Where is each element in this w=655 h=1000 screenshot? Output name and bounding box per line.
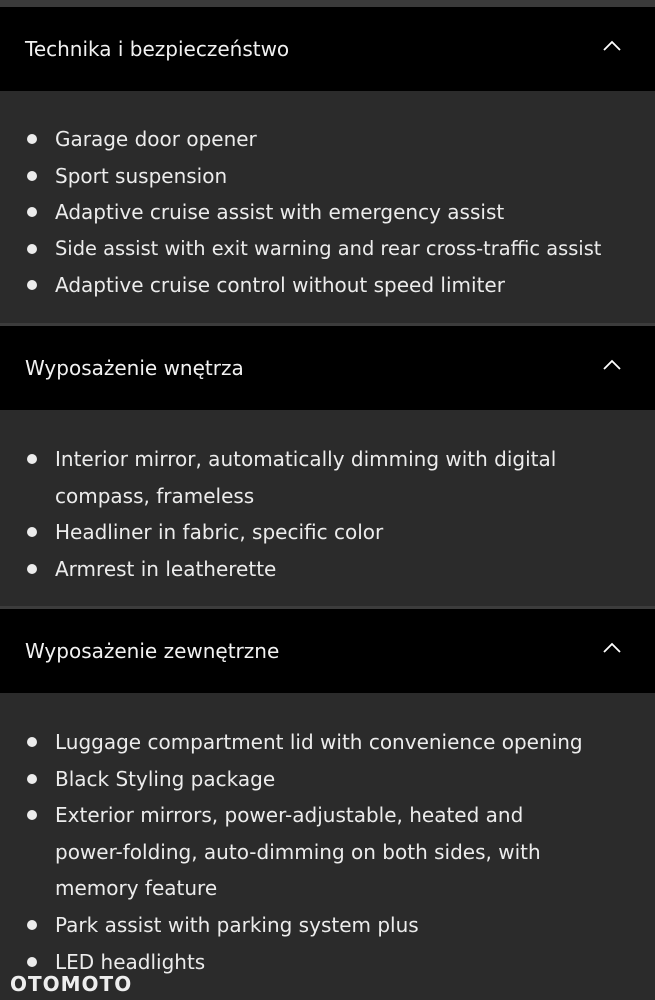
section-title: Wyposażenie wnętrza	[25, 356, 244, 380]
list-item	[0, 231, 655, 268]
feature-list	[0, 410, 655, 587]
bullet-icon	[27, 171, 37, 181]
list-item	[0, 551, 655, 588]
section-body-zewnetrzne	[0, 693, 655, 1000]
list-item	[0, 441, 655, 514]
list-item-label: Sport suspension	[55, 163, 228, 188]
list-item	[0, 514, 655, 551]
list-item-label: Exterior mirrors, power-adjustable, heated and power-folding, auto-dimming on both sides, with memory feature	[55, 803, 541, 901]
bullet-icon	[27, 920, 37, 930]
feature-list	[0, 693, 655, 980]
chevron-up-icon[interactable]	[603, 359, 621, 371]
bullet-icon	[27, 244, 37, 254]
bullet-icon	[27, 280, 37, 290]
bullet-icon	[27, 207, 37, 217]
bullet-icon	[27, 737, 37, 747]
bullet-icon	[27, 564, 37, 574]
section-body-technika	[0, 91, 655, 304]
list-item	[0, 194, 655, 231]
list-item-label: Headliner in fabric, specific color	[55, 520, 384, 545]
feature-list	[0, 91, 655, 304]
bullet-icon	[27, 774, 37, 784]
list-item	[0, 158, 655, 195]
list-item	[0, 761, 655, 798]
bullet-icon	[27, 134, 37, 144]
list-item-label: LED headlights	[55, 949, 206, 974]
list-item	[0, 121, 655, 158]
bullet-icon	[27, 810, 37, 820]
bullet-icon	[27, 957, 37, 967]
list-item-label: Adaptive cruise control without speed limiter	[55, 273, 505, 298]
list-item	[0, 267, 655, 304]
top-edge-bar	[0, 0, 655, 7]
list-item	[0, 724, 655, 761]
list-item-label: Black Styling package	[55, 766, 276, 791]
list-item-label: Interior mirror, automatically dimming with digital compass, frameless	[55, 447, 557, 508]
list-item-label: Armrest in leatherette	[55, 556, 277, 581]
section-title: Technika i bezpieczeństwo	[25, 37, 290, 61]
list-item	[0, 797, 655, 907]
list-item-label: Side assist with exit warning and rear cross-traffic assist	[55, 236, 602, 260]
chevron-up-icon[interactable]	[603, 642, 621, 654]
list-item	[0, 907, 655, 944]
bullet-icon	[27, 527, 37, 537]
otomoto-watermark-logo: OTOMOTO	[10, 972, 133, 996]
list-item-label: Park assist with parking system plus	[55, 912, 419, 937]
section-header-zewnetrzne[interactable]	[0, 609, 655, 693]
chevron-up-icon[interactable]	[603, 40, 621, 52]
bullet-icon	[27, 454, 37, 464]
list-item-label: Garage door opener	[55, 127, 257, 151]
section-body-wnetrza	[0, 410, 655, 587]
section-title: Wyposażenie zewnętrzne	[25, 639, 280, 663]
list-item-label: Adaptive cruise assist with emergency assist	[55, 200, 505, 225]
section-header-wnetrza[interactable]	[0, 326, 655, 410]
section-header-technika[interactable]	[0, 7, 655, 91]
list-item-label: Luggage compartment lid with convenience opening	[55, 730, 583, 754]
